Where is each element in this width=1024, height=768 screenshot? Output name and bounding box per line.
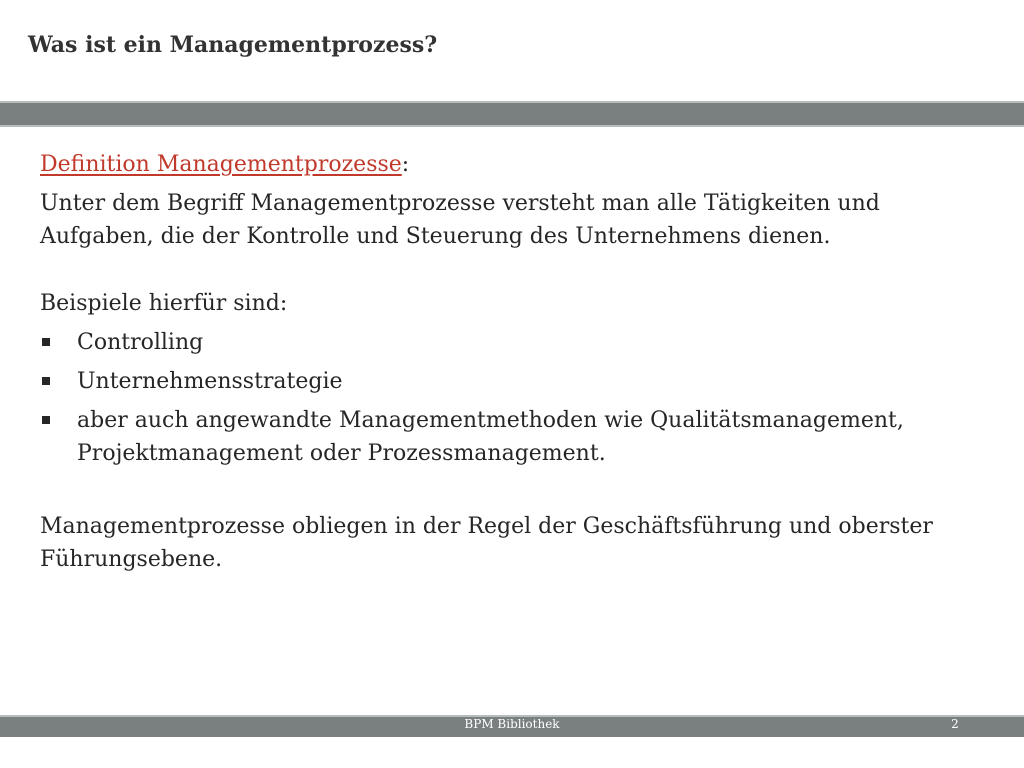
definition-heading-colon: :: [401, 152, 410, 177]
list-item: [40, 365, 1000, 398]
examples-list: [40, 326, 1000, 470]
list-item-text: Unternehmensstrategie: [77, 369, 343, 394]
closing-text: Managementprozesse obliegen in der Regel der Geschäftsführung und oberster Führungsebene.: [40, 514, 933, 572]
title-divider-bar: [0, 101, 1024, 127]
definition-heading-text: Definition Managementprozesse: [40, 152, 402, 177]
slide-title: Was ist ein Managementprozess?: [28, 32, 438, 58]
definition-text: Unter dem Begriff Managementprozesse versteht man alle Tätigkeiten und Aufgaben, die der Kontrolle und Steuerung des Unternehmens dienen.: [40, 191, 880, 249]
square-bullet-icon: [42, 377, 50, 385]
list-item-text: Controlling: [77, 330, 204, 355]
list-item-text: aber auch angewandte Managementmethoden wie Qualitätsmanagement, Projektmanagement oder Prozessmanagement.: [77, 408, 904, 466]
square-bullet-icon: [42, 416, 50, 424]
footer-label: BPM Bibliothek: [464, 717, 560, 731]
page-number: 2: [951, 717, 959, 731]
square-bullet-icon: [42, 338, 50, 346]
slide-body: [40, 148, 1000, 576]
list-item: [40, 404, 1000, 470]
list-item: [40, 326, 1000, 359]
definition-heading: [40, 148, 1000, 181]
examples-heading: Beispiele hierfür sind:: [40, 291, 288, 316]
